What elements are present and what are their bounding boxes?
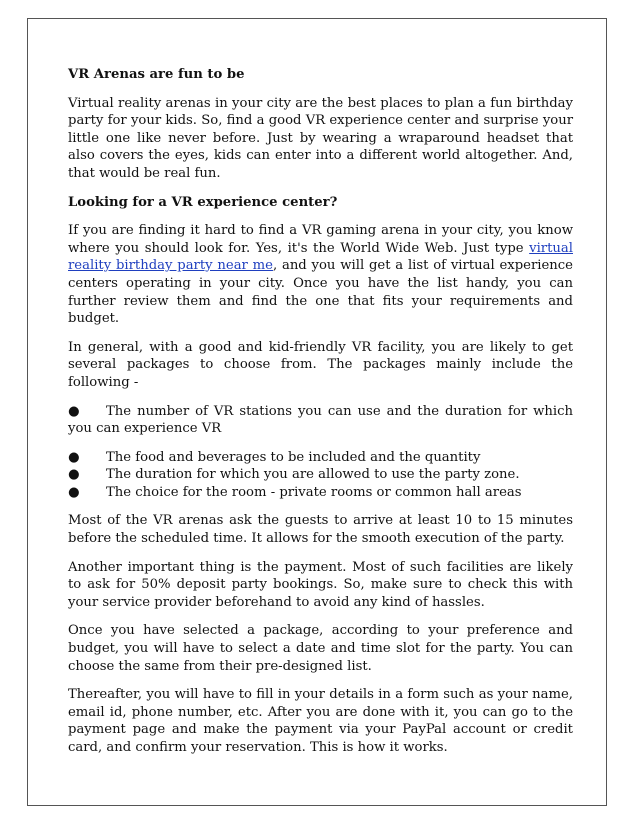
bullet-item <box>68 449 573 467</box>
bullet-icon: ● <box>68 403 80 419</box>
bullet-text: The food and beverages to be included and the quantity <box>106 449 481 465</box>
bullet-item-stations <box>68 403 573 438</box>
bullet-icon: ● <box>68 467 80 483</box>
bullet-item <box>68 466 573 484</box>
paragraph-details-form: Thereafter, you will have to fill in your details in a form such as your name, email id, phone number, etc. After you are done with it, you can go to the payment page and make the payment via your PayPal account or credit card, and confirm your reservation. This is how it works. <box>68 687 573 755</box>
bullet-item <box>68 484 573 502</box>
heading-vr-arenas: VR Arenas are fun to be <box>68 67 245 82</box>
paragraph-search-text-before: If you are finding it hard to find a VR gaming arena in your city, you know where you should look for. Yes, it's the World Wide Web. Just type <box>68 223 573 256</box>
bullet-text: The duration for which you are allowed to use the party zone. <box>106 467 520 483</box>
paragraph-payment: Another important thing is the payment. Most of such facilities are likely to ask for 50% deposit party bookings. So, make sure to check this with your service provider beforehand to avoid any kind of hassles. <box>68 559 573 610</box>
paragraph-search <box>68 222 573 328</box>
paragraph-select-slot: Once you have selected a package, according to your preference and budget, you will have to select a date and time slot for the party. You can choose the same from their pre-designed list. <box>68 623 573 674</box>
paragraph-packages: In general, with a good and kid-friendly VR facility, you are likely to get several packages to choose from. The packages mainly include the following - <box>68 339 573 390</box>
document-body <box>68 66 573 768</box>
virtual-reality-birthday-link[interactable]: virtual reality birthday party near me <box>68 240 573 274</box>
bullet-text: The number of VR stations you can use and the duration for which you can experience VR <box>68 403 573 437</box>
bullet-icon: ● <box>68 484 80 500</box>
paragraph-arrival: Most of the VR arenas ask the guests to arrive at least 10 to 15 minutes before the scheduled time. It allows for the smooth execution of the party. <box>68 513 573 547</box>
bullet-icon: ● <box>68 449 80 465</box>
paragraph-intro: Virtual reality arenas in your city are the best places to plan a fun birthday party for your kids. So, find a good VR experience center and surprise your little one like never before. Just by wearing a wraparound headset that also covers the eyes, kids can enter into a different world altogether. And, that would be real fun. <box>68 95 573 181</box>
bullet-text: The choice for the room - private rooms or common hall areas <box>106 484 522 500</box>
heading-looking-for-center: Looking for a VR experience center? <box>68 194 338 210</box>
paragraph-search-text-after: , and you will get a list of virtual experience centers operating in your city. Once you have the list handy, you can further review them and find the one that fits your requirements and budget. <box>68 258 573 327</box>
bullet-list <box>68 449 573 502</box>
